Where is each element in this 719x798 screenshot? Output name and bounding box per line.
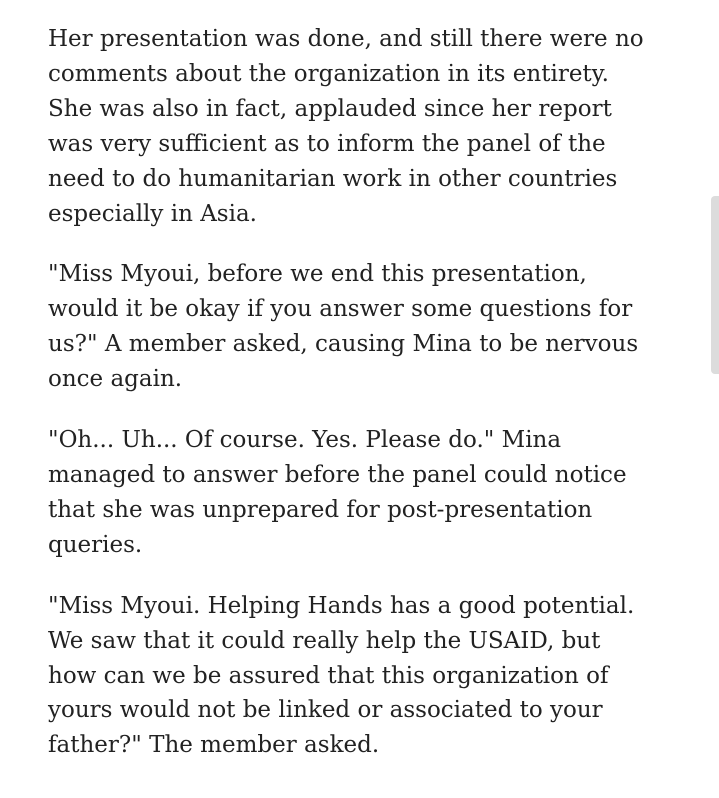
story-paragraph: Her presentation was done, and still there were no comments about the organization in its entirety. She was also in fact, applauded since her report was very sufficient as to inform the panel of the need to do humanitarian work in other countries especially in Asia. <box>48 26 644 227</box>
scrollbar-thumb[interactable] <box>711 196 719 374</box>
story-paragraph: "Oh... Uh... Of course. Yes. Please do." Mina managed to answer before the panel could notice that she was unprepared for post-presentation queries. <box>48 427 627 558</box>
story-paragraph: "Miss Myoui. Helping Hands has a good potential. We saw that it could really help the USAID, but how can we be assured that this organization of yours would not be linked or associated to your father?" The member asked. <box>48 592 635 759</box>
story-text <box>48 22 688 789</box>
story-paragraph: "Miss Myoui, before we end this presentation, would it be okay if you answer some questions for us?" A member asked, causing Mina to be nervous once again. <box>48 261 639 393</box>
